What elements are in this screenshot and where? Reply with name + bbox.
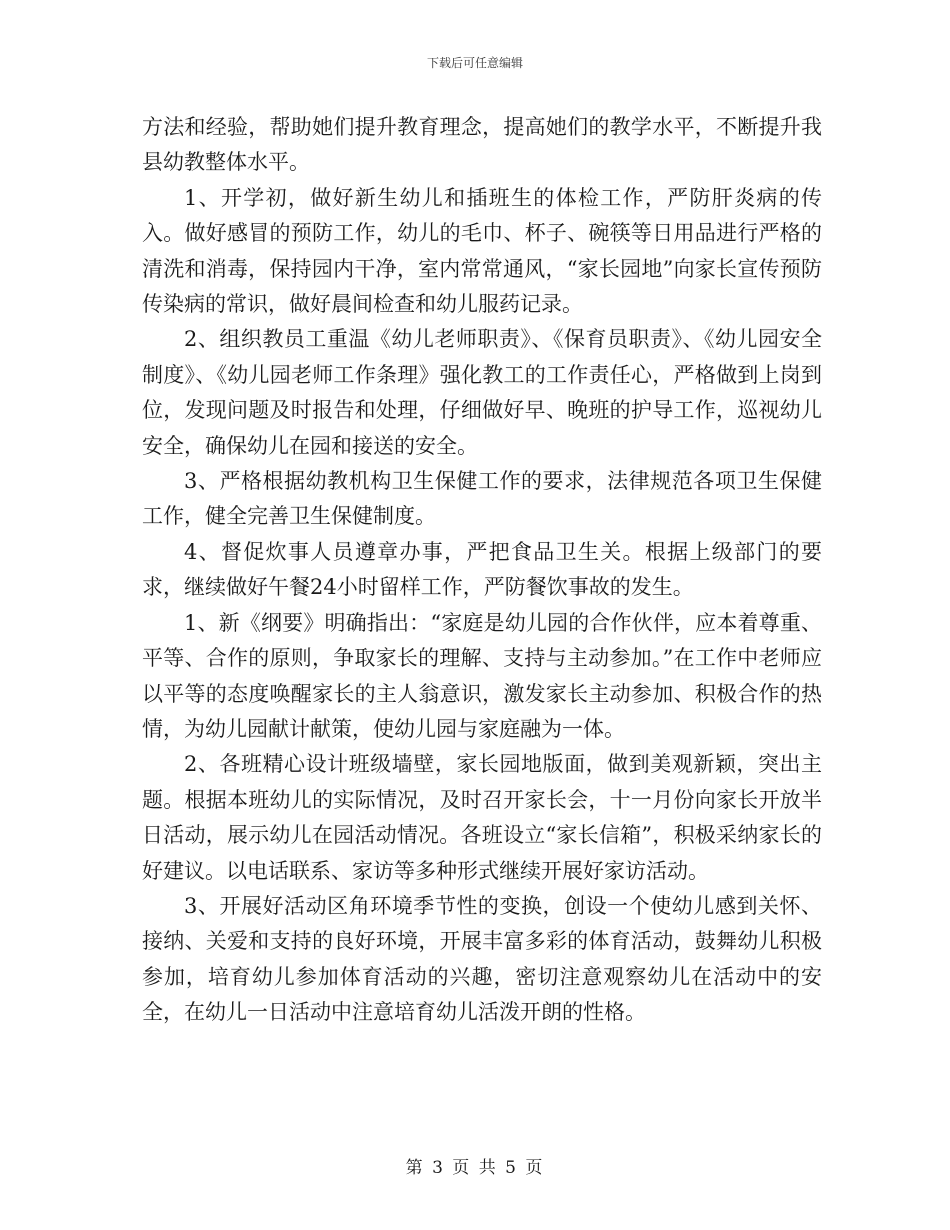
document-body xyxy=(142,110,822,1031)
paragraph-family-1: 1、新《纲要》明确指出：“家庭是幼儿园的合作伙伴，应本着尊重、平等、合作的原则，争取家长的理解、支持与主动参加。”在工作中老师应以平等的态度唤醒家长的主人翁意识，激发家长主动参加、积极合作的热情，为幼儿园献计献策，使幼儿园与家庭融为一体。 xyxy=(142,610,822,741)
paragraph-kitchen-4: 4、督促炊事人员遵章办事，严把食品卫生关。根据上级部门的要求，继续做好午餐24小时留样工作，严防餐饮事故的发生。 xyxy=(142,539,822,600)
paragraph-environment-3: 3、开展好活动区角环境季节性的变换，创设一个使幼儿感到关怀、接纳、关爱和支持的良好环境，开展丰富多彩的体育活动，鼓舞幼儿积极参加，培育幼儿参加体育活动的兴趣，密切注意观察幼儿在活动中的安全，在幼儿一日活动中注意培育幼儿活泼开朗的性格。 xyxy=(142,893,822,1025)
page-number: 第 3 页 共 5 页 xyxy=(405,1158,545,1178)
header-note: 下载后可任意编辑 xyxy=(426,56,523,70)
paragraph-safety-2: 2、组织教员工重温《幼儿老师职责》、《保育员职责》、《幼儿园安全制度》、《幼儿园老师工作条理》强化教工的工作责任心，严格做到上岗到位，发现问题及时报告和处理，仔细做好早、晚班的护导工作，巡视幼儿安全，确保幼儿在园和接送的安全。 xyxy=(142,327,822,458)
paragraph-health-1: 1、开学初，做好新生幼儿和插班生的体检工作，严防肝炎病的传入。做好感冒的预防工作，幼儿的毛巾、杯子、碗筷等日用品进行严格的清洗和消毒，保持园内干净，室内常常通风，“家长园地”向家长宣传预防传染病的常识，做好晨间检查和幼儿服药记录。 xyxy=(142,185,822,317)
paragraph-hygiene-3: 3、严格根据幼教机构卫生保健工作的要求，法律规范各项卫生保健工作，健全完善卫生保健制度。 xyxy=(142,469,822,529)
paragraph-intro-continuation: 方法和经验，帮助她们提升教育理念，提高她们的教学水平，不断提升我县幼教整体水平。 xyxy=(142,115,822,175)
paragraph-family-2: 2、各班精心设计班级墙壁，家长园地版面，做到美观新颖，突出主题。根据本班幼儿的实际情况，及时召开家长会，十一月份向家长开放半日活动，展示幼儿在园活动情况。各班设立“家长信箱”，积极采纳家长的好建议。以电话联系、家访等多种形式继续开展好家访活动。 xyxy=(142,752,822,883)
